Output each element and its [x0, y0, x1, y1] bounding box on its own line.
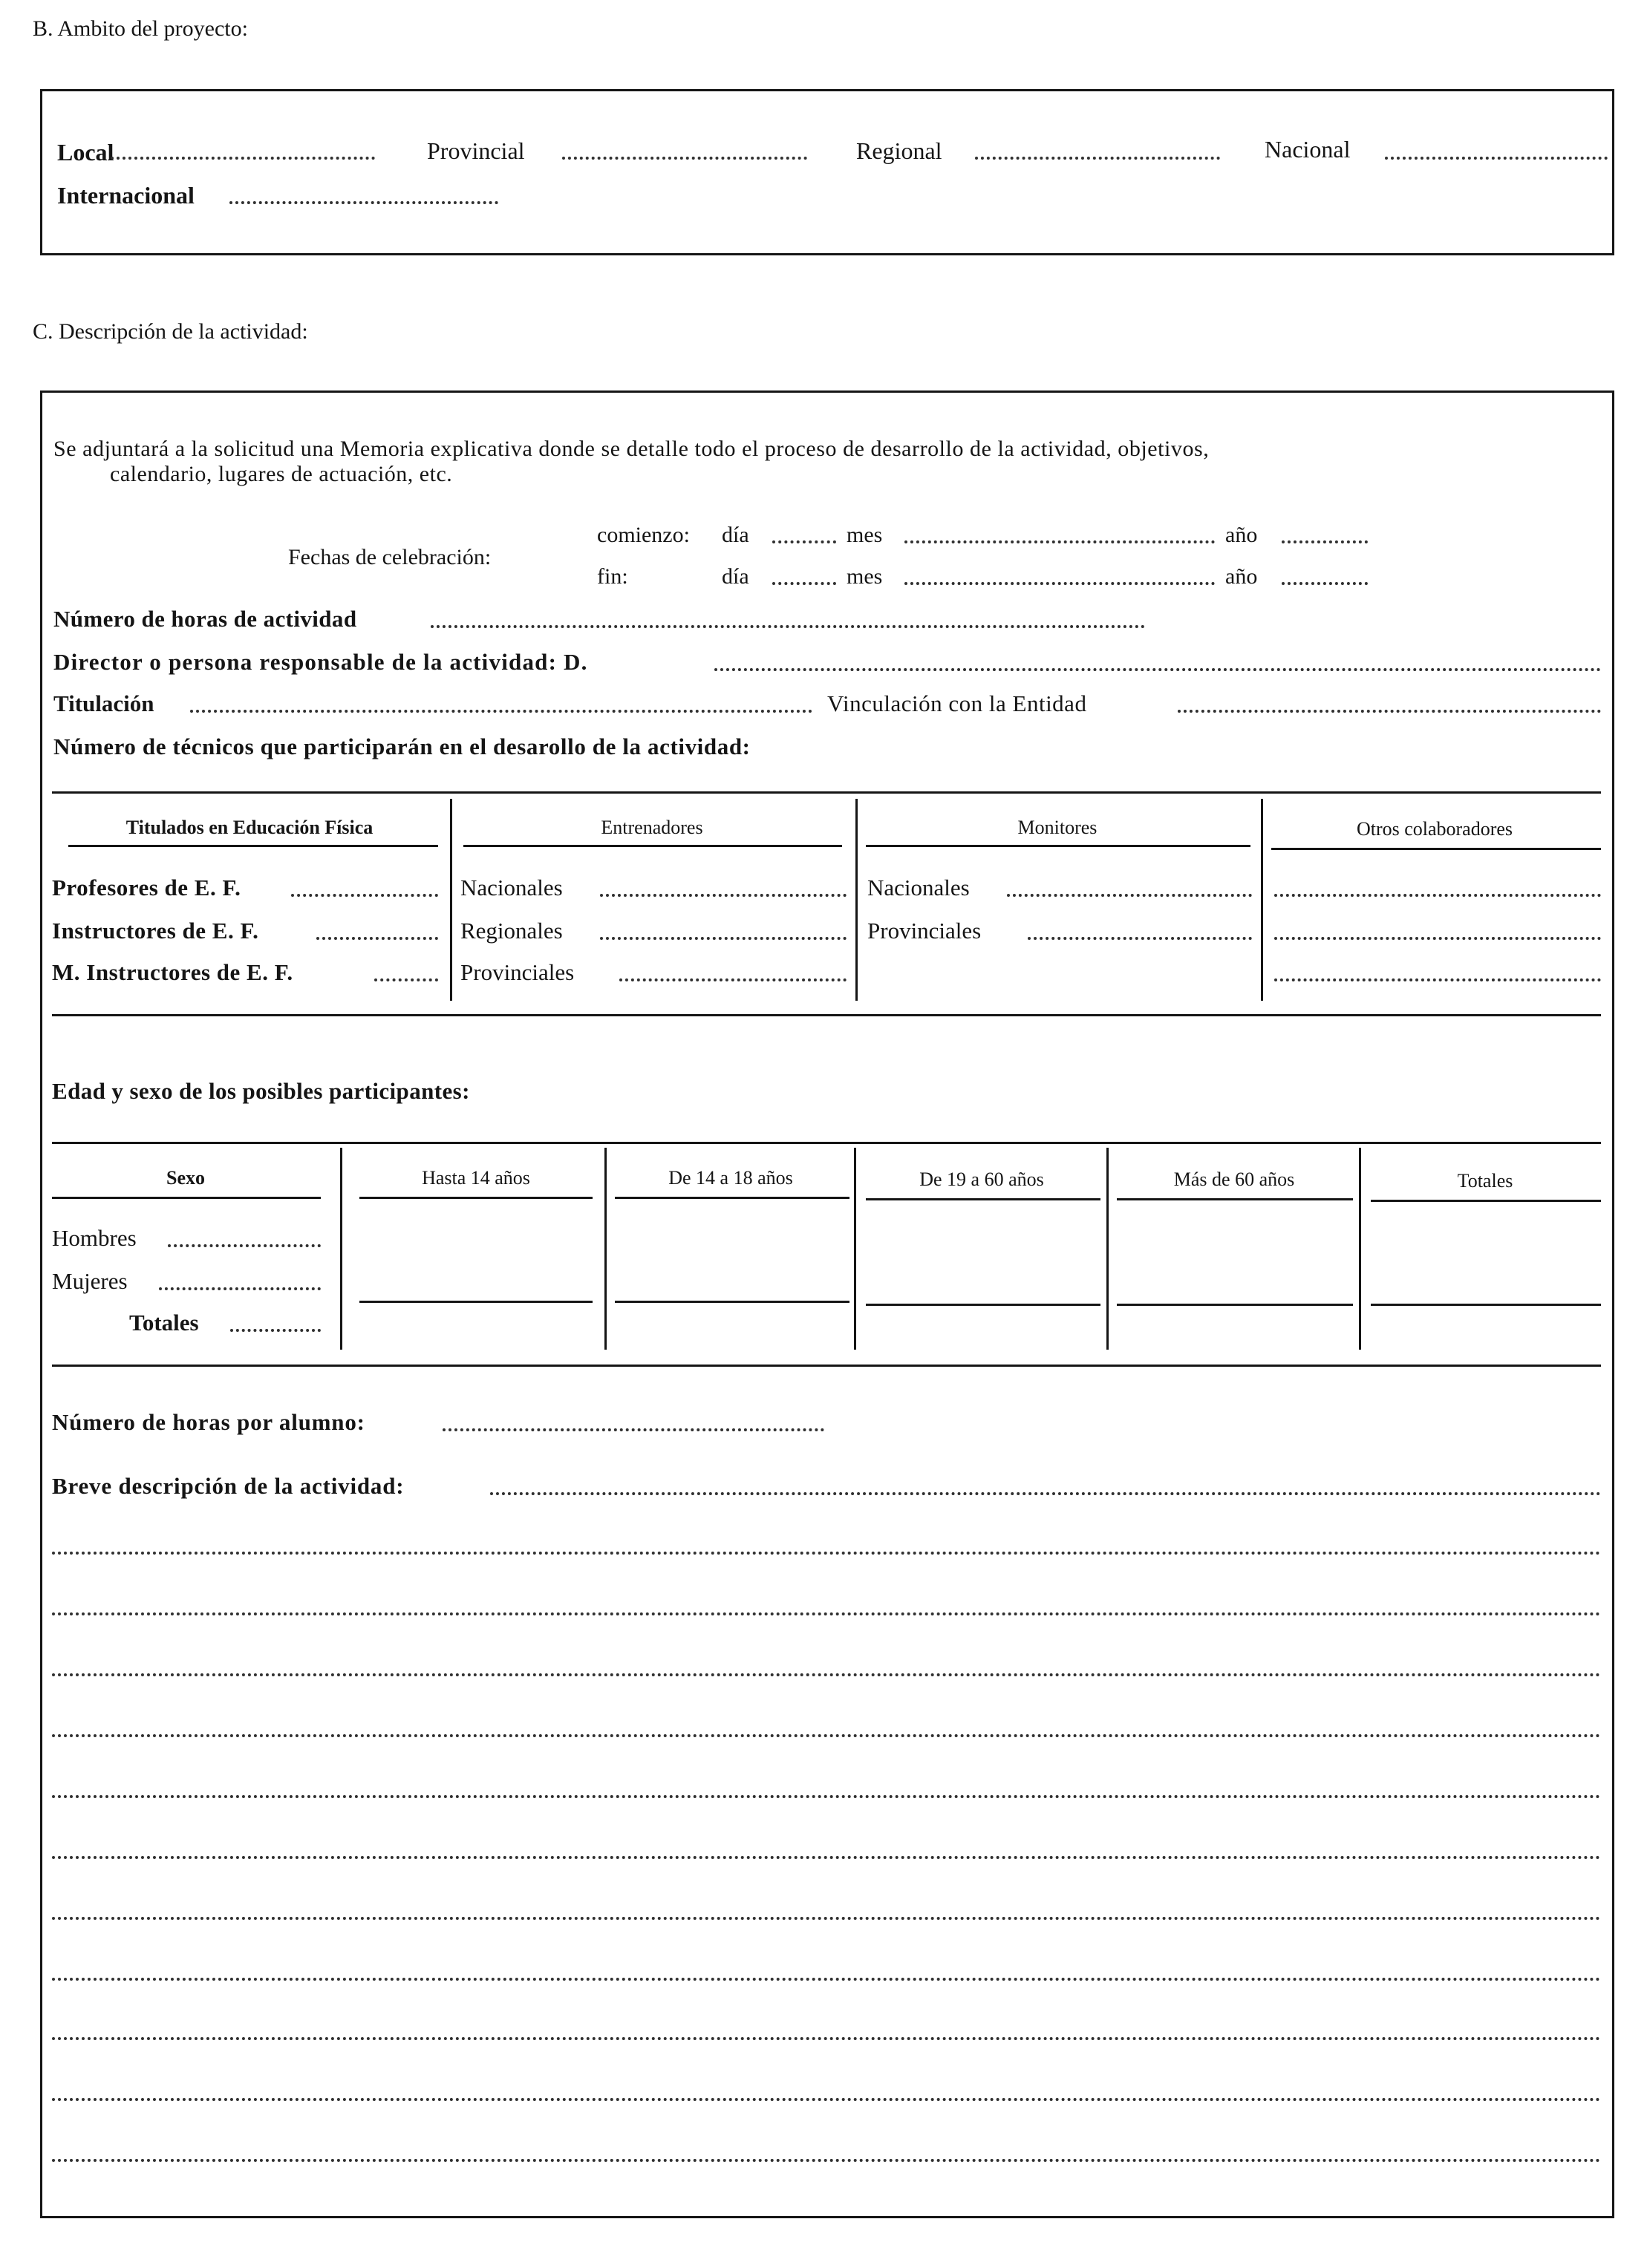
fin-dia-field[interactable] — [772, 582, 836, 585]
tecnicos-col-divider-2 — [855, 799, 858, 1001]
fin-mes-label: mes — [847, 564, 883, 589]
tecnicos-header-underline-4 — [1271, 848, 1601, 850]
edad-col-divider-3 — [854, 1148, 856, 1350]
titulacion-field[interactable] — [190, 710, 812, 713]
tecnicos-col-divider-3 — [1261, 799, 1263, 1001]
subtotal-line-19-60 — [866, 1304, 1100, 1306]
edad-header-19-60: De 19 a 60 años — [919, 1169, 1044, 1190]
edad-table-bottom-rule — [52, 1365, 1601, 1367]
subtotal-line-mas60 — [1117, 1304, 1353, 1306]
director-label: Director o persona responsable de la actividad: D. — [53, 649, 588, 675]
otros-field-2[interactable] — [1274, 937, 1601, 940]
descripcion-line-11[interactable] — [52, 2098, 1601, 2101]
otros-field-1[interactable] — [1274, 894, 1601, 897]
fechas-label: Fechas de celebración: — [288, 545, 492, 569]
mujeres-label: Mujeres — [52, 1268, 128, 1294]
edad-header-underline-3 — [615, 1197, 849, 1199]
tecnicos-header-entrenadores: Entrenadores — [601, 817, 703, 838]
fin-label: fin: — [597, 564, 628, 589]
tecnicos-table-top-rule — [52, 791, 1601, 794]
descripcion-line-9[interactable] — [52, 1978, 1601, 1981]
edad-header-underline-4 — [866, 1198, 1100, 1200]
fin-mes-field[interactable] — [904, 582, 1215, 585]
edad-header-hasta14: Hasta 14 años — [422, 1167, 530, 1189]
entrenadores-provinciales-label: Provinciales — [460, 959, 575, 985]
descripcion-line-3[interactable] — [52, 1612, 1601, 1615]
memoria-line-1: Se adjuntará a la solicitud una Memoria explicativa donde se detalle todo el proceso de desarrollo de la actividad, objetivos, — [53, 437, 1210, 461]
otros-field-3[interactable] — [1274, 978, 1601, 981]
horas-alumno-field[interactable] — [443, 1428, 824, 1431]
edad-header-mas60: Más de 60 años — [1173, 1169, 1295, 1190]
horas-actividad-field[interactable] — [431, 625, 1145, 628]
subtotal-line-hasta14 — [359, 1301, 593, 1303]
monitores-provinciales-field[interactable] — [1028, 937, 1252, 940]
fin-ano-field[interactable] — [1282, 582, 1368, 585]
subtotal-line-totales — [1371, 1304, 1601, 1306]
entrenadores-nacionales-field[interactable] — [600, 894, 847, 897]
tecnicos-header-titulados: Titulados en Educación Física — [125, 817, 374, 838]
memoria-line-2: calendario, lugares de actuación, etc. — [110, 462, 453, 486]
comienzo-ano-label: año — [1225, 523, 1258, 547]
edad-sexo-label: Edad y sexo de los posibles participantes: — [52, 1078, 470, 1104]
hombres-label: Hombres — [52, 1225, 137, 1251]
comienzo-ano-field[interactable] — [1282, 540, 1368, 543]
descripcion-line-1[interactable] — [490, 1492, 1601, 1495]
monitores-provinciales-label: Provinciales — [867, 918, 982, 944]
descripcion-line-5[interactable] — [52, 1734, 1601, 1737]
monitores-nacionales-label: Nacionales — [867, 875, 970, 901]
totales-row-label: Totales — [129, 1310, 199, 1336]
tecnicos-header-otros: Otros colaboradores — [1356, 818, 1513, 840]
edad-header-underline-5 — [1117, 1198, 1353, 1200]
regional-field[interactable] — [975, 157, 1220, 160]
scope-box — [40, 89, 1614, 255]
provincial-label: Provincial — [427, 137, 525, 164]
section-b-heading: B. Ambito del proyecto: — [33, 16, 248, 41]
descripcion-line-4[interactable] — [52, 1673, 1601, 1676]
monitores-nacionales-field[interactable] — [1007, 894, 1252, 897]
tecnicos-header-underline-2 — [463, 845, 842, 847]
edad-header-underline-2 — [359, 1197, 593, 1199]
edad-col-divider-4 — [1106, 1148, 1109, 1350]
hombres-leader — [168, 1244, 321, 1247]
tecnicos-header-underline-3 — [866, 845, 1250, 847]
edad-header-14-18: De 14 a 18 años — [668, 1167, 793, 1189]
subtotal-line-14-18 — [615, 1301, 849, 1303]
tecnicos-table-bottom-rule — [52, 1014, 1601, 1016]
internacional-label: Internacional — [57, 182, 195, 209]
descripcion-line-8[interactable] — [52, 1917, 1601, 1920]
totales-leader — [230, 1329, 321, 1332]
fin-dia-label: día — [722, 564, 749, 589]
comienzo-dia-label: día — [722, 523, 749, 547]
titulacion-label: Titulación — [53, 690, 154, 716]
internacional-field[interactable] — [229, 201, 498, 204]
tecnicos-header-monitores: Monitores — [1017, 817, 1098, 838]
instructores-field[interactable] — [316, 937, 438, 940]
entrenadores-regionales-field[interactable] — [600, 937, 847, 940]
edad-header-underline-1 — [52, 1197, 321, 1199]
comienzo-mes-label: mes — [847, 523, 883, 547]
descripcion-line-12[interactable] — [52, 2159, 1601, 2162]
tecnicos-header-underline-1 — [68, 845, 438, 847]
comienzo-label: comienzo: — [597, 523, 690, 547]
m-instructores-field[interactable] — [374, 978, 438, 981]
horas-actividad-label: Número de horas de actividad — [53, 606, 357, 632]
provincial-field[interactable] — [562, 157, 807, 160]
entrenadores-nacionales-label: Nacionales — [460, 875, 563, 901]
vinculacion-label: Vinculación con la Entidad — [827, 690, 1087, 716]
descripcion-line-10[interactable] — [52, 2037, 1601, 2040]
section-c-heading: C. Descripción de la actividad: — [33, 319, 308, 344]
edad-col-divider-2 — [604, 1148, 607, 1350]
entrenadores-regionales-label: Regionales — [460, 918, 563, 944]
instructores-label: Instructores de E. F. — [52, 918, 259, 944]
regional-label: Regional — [856, 137, 942, 164]
local-label: Local — [57, 139, 114, 166]
descripcion-line-7[interactable] — [52, 1856, 1601, 1859]
edad-header-sexo: Sexo — [166, 1167, 205, 1189]
edad-header-underline-6 — [1371, 1200, 1601, 1202]
breve-descripcion-label: Breve descripción de la actividad: — [52, 1473, 405, 1499]
m-instructores-label: M. Instructores de E. F. — [52, 959, 293, 985]
edad-col-divider-1 — [340, 1148, 342, 1350]
nacional-field[interactable] — [1385, 157, 1608, 160]
nacional-label: Nacional — [1265, 136, 1351, 163]
comienzo-mes-field[interactable] — [904, 540, 1215, 543]
profesores-field[interactable] — [291, 894, 438, 897]
local-field[interactable] — [111, 157, 375, 160]
fin-ano-label: año — [1225, 564, 1258, 589]
descripcion-line-6[interactable] — [52, 1795, 1601, 1798]
mujeres-leader — [159, 1287, 321, 1290]
entrenadores-provinciales-field[interactable] — [619, 978, 847, 981]
horas-alumno-label: Número de horas por alumno: — [52, 1409, 365, 1435]
vinculacion-field[interactable] — [1178, 710, 1601, 713]
descripcion-line-2[interactable] — [52, 1552, 1601, 1555]
tecnicos-col-divider-1 — [450, 799, 452, 1001]
profesores-label: Profesores de E. F. — [52, 875, 241, 901]
comienzo-dia-field[interactable] — [772, 540, 836, 543]
num-tecnicos-label: Número de técnicos que participarán en el desarollo de la actividad: — [53, 733, 751, 759]
edad-header-totales: Totales — [1457, 1170, 1513, 1192]
edad-table-top-rule — [52, 1142, 1601, 1144]
edad-col-divider-5 — [1359, 1148, 1361, 1350]
director-field[interactable] — [714, 668, 1601, 671]
